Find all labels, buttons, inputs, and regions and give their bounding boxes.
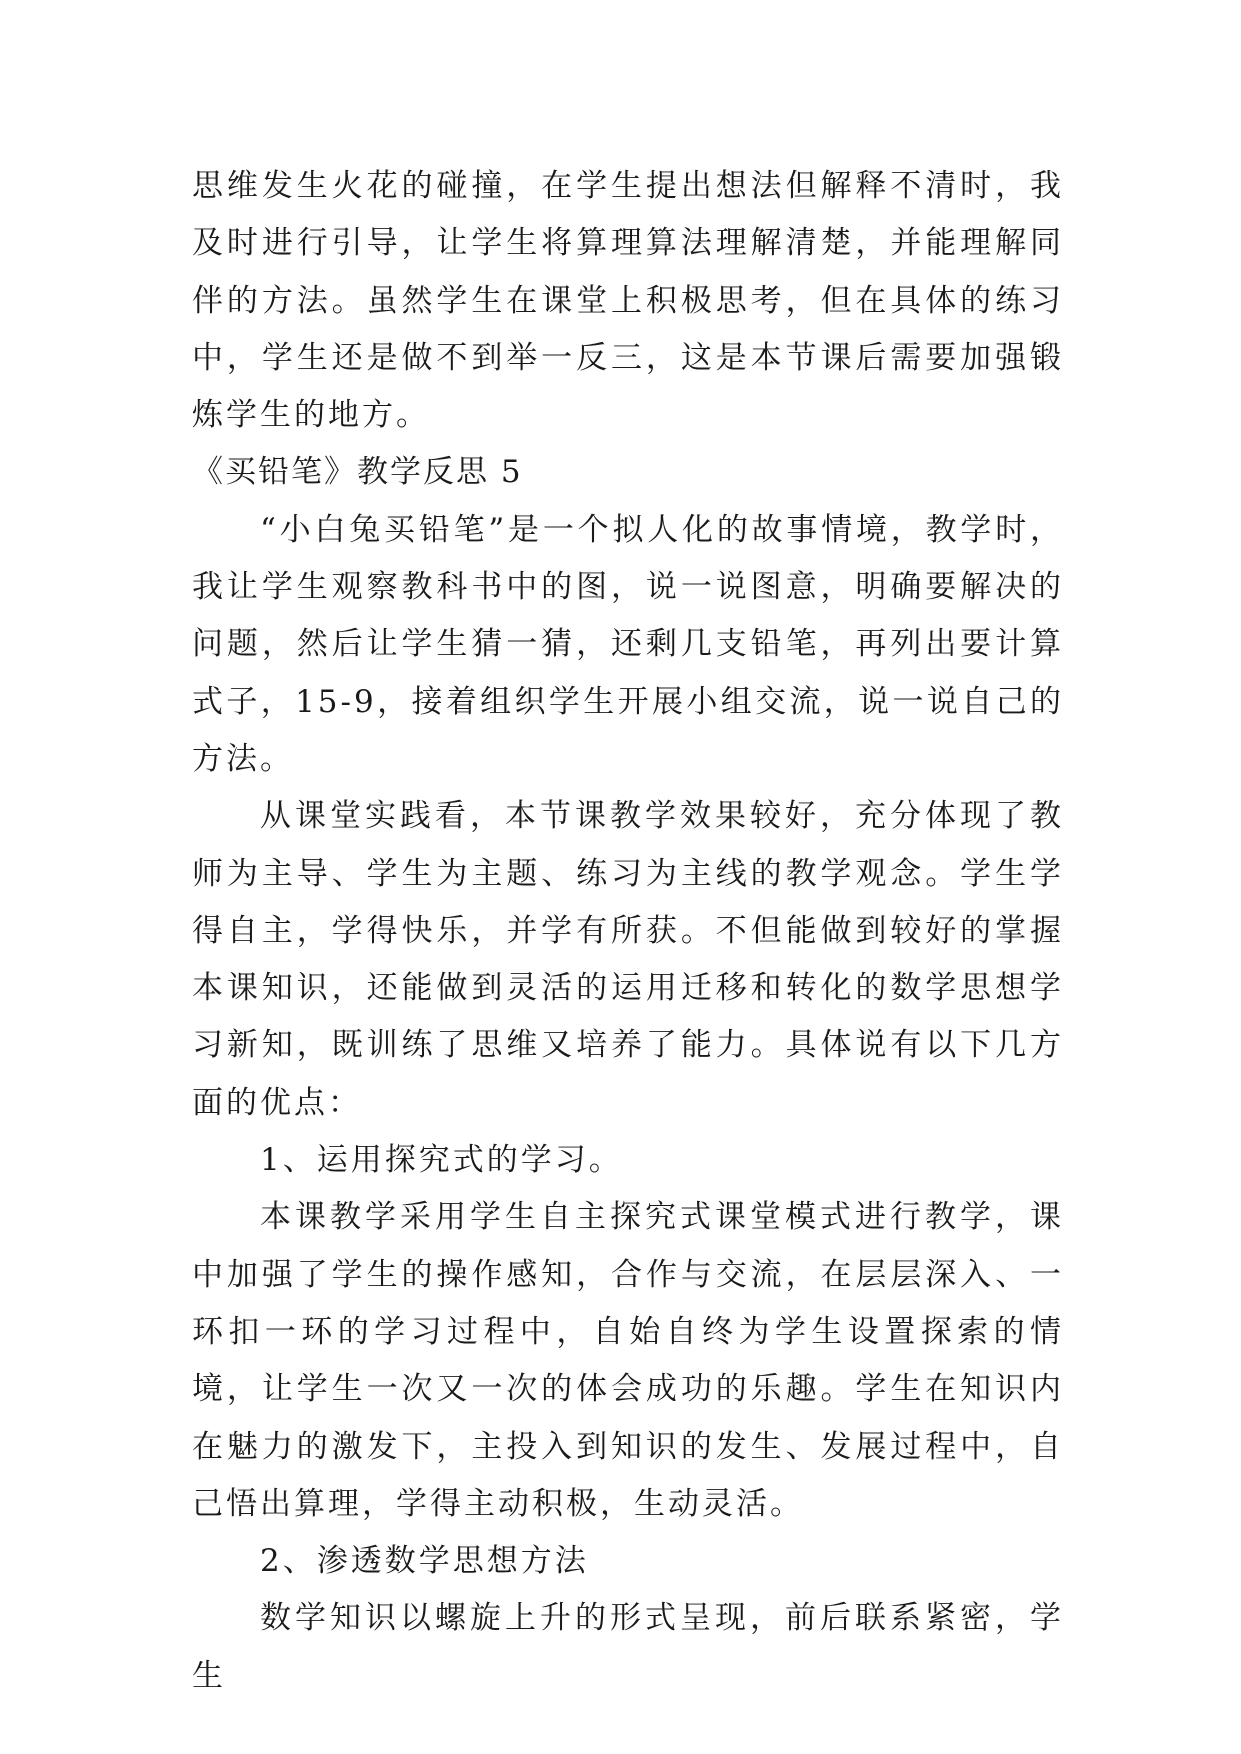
list-point-heading: 1、运用探究式的学习。 [260, 1142, 623, 1179]
paragraph: 数学知识以螺旋上升的形式呈现，前后联系紧密，学生 [192, 1600, 1064, 1694]
paragraph-continuation: 思维发生火花的碰撞，在学生提出想法但解释不清时，我及时进行引导，让学生将算理算法理解清楚，并能理解同伴的方法。虽然学生在课堂上积极思考，但在具体的练习中，学生还是做不到举一反三，这是本节课后需要加强锻炼学生的地方。 [192, 168, 1064, 434]
list-point-heading: 2、渗透数学思想方法 [260, 1543, 589, 1580]
document-body [192, 158, 1064, 1705]
paragraph: “小白兔买铅笔”是一个拟人化的故事情境，教学时，我让学生观察教科书中的图，说一说图意，明确要解决的问题，然后让学生猜一猜，还剩几支铅笔，再列出要计算式子，15-9，接着组织学生开展小组交流，说一说自己的方法。 [192, 511, 1064, 777]
section-heading: 《买铅笔》教学反思 5 [192, 454, 523, 491]
paragraph: 从课堂实践看，本节课教学效果较好，充分体现了教师为主导、学生为主题、练习为主线的教学观念。学生学得自主，学得快乐，并学有所获。不但能做到较好的掌握本课知识，还能做到灵活的运用迁移和转化的数学思想学习新知，既训练了思维又培养了能力。具体说有以下几方面的优点： [192, 798, 1064, 1121]
paragraph: 本课教学采用学生自主探究式课堂模式进行教学，课中加强了学生的操作感知，合作与交流，在层层深入、一环扣一环的学习过程中，自始自终为学生设置探索的情境，让学生一次又一次的体会成功的乐趣。学生在知识内在魅力的激发下，主投入到知识的发生、发展过程中，自己悟出算理，学得主动积极，生动灵活。 [192, 1199, 1064, 1522]
